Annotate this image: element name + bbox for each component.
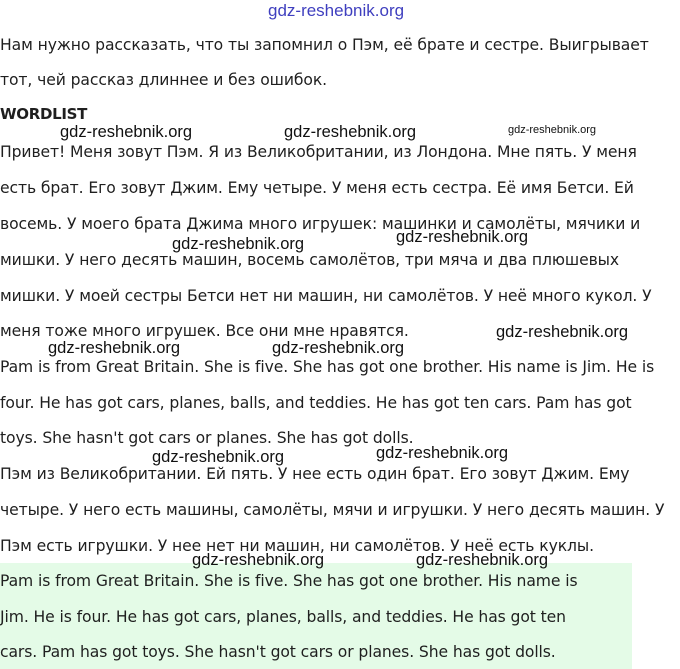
task-line: Нам нужно рассказать, что ты запомнил о Пэм, её брате и сестре. Выигрывает — [0, 36, 649, 54]
en-summary-line: Pam is from Great Britain. She is five. She has got one brother. His name is — [0, 572, 578, 590]
en-summary-line: Pam is from Great Britain. She is five. She has got one brother. His name is Jim. He is — [0, 358, 655, 376]
wordlist-heading: WORDLIST — [0, 105, 88, 123]
watermark: gdz-reshebnik.org — [396, 228, 529, 246]
watermark: gdz-reshebnik.org — [376, 444, 509, 462]
ru-summary-line: четыре. У него есть машины, самолёты, мячи и игрушки. У него десять машин. У — [0, 501, 665, 519]
ru-story-line: меня тоже много игрушек. Все они мне нравятся. — [0, 322, 409, 340]
ru-story-line: мишки. У моей сестры Бетси нет ни машин, ни самолётов. У неё много кукол. У — [0, 287, 652, 305]
en-summary-line: four. He has got cars, planes, balls, and teddies. He has got ten cars. Pam has got — [0, 394, 632, 412]
ru-story-line: мишки. У него десять машин, восемь самолётов, три мяча и два плюшевых — [0, 251, 619, 269]
watermark: gdz-reshebnik.org — [268, 1, 405, 20]
en-summary-line: cars. Pam has got toys. She hasn't got cars or planes. She has got dolls. — [0, 643, 556, 661]
ru-story-line: Привет! Меня зовут Пэм. Я из Великобритании, из Лондона. Мне пять. У меня — [0, 143, 637, 161]
ru-summary-line: Пэм есть игрушки. У нее нет ни машин, ни самолётов. У неё есть куклы. — [0, 537, 594, 555]
watermark: gdz-reshebnik.org — [152, 448, 285, 466]
watermark: gdz-reshebnik.org — [192, 551, 325, 569]
ru-story-line: восемь. У моего брата Джима много игрушек: машинки и самолёты, мячики и — [0, 215, 641, 233]
watermark: gdz-reshebnik.org — [48, 339, 181, 357]
watermark: gdz-reshebnik.org — [272, 339, 405, 357]
watermark: gdz-reshebnik.org — [284, 123, 417, 141]
watermark: gdz-reshebnik.org — [496, 323, 629, 341]
watermark: gdz-reshebnik.org — [508, 124, 597, 136]
en-summary-line: toys. She hasn't got cars or planes. She has got dolls. — [0, 429, 414, 447]
watermark: gdz-reshebnik.org — [172, 235, 305, 253]
en-summary-line: Jim. He is four. He has got cars, planes, balls, and teddies. He has got ten — [0, 608, 566, 626]
ru-story-line: есть брат. Его зовут Джим. Ему четыре. У меня есть сестра. Её имя Бетси. Ей — [0, 179, 634, 197]
watermark: gdz-reshebnik.org — [416, 551, 549, 569]
watermark: gdz-reshebnik.org — [60, 123, 193, 141]
task-line: тот, чей рассказ длиннее и без ошибок. — [0, 71, 327, 89]
ru-summary-line: Пэм из Великобритании. Ей пять. У нее есть один брат. Его зовут Джим. Ему — [0, 465, 630, 483]
